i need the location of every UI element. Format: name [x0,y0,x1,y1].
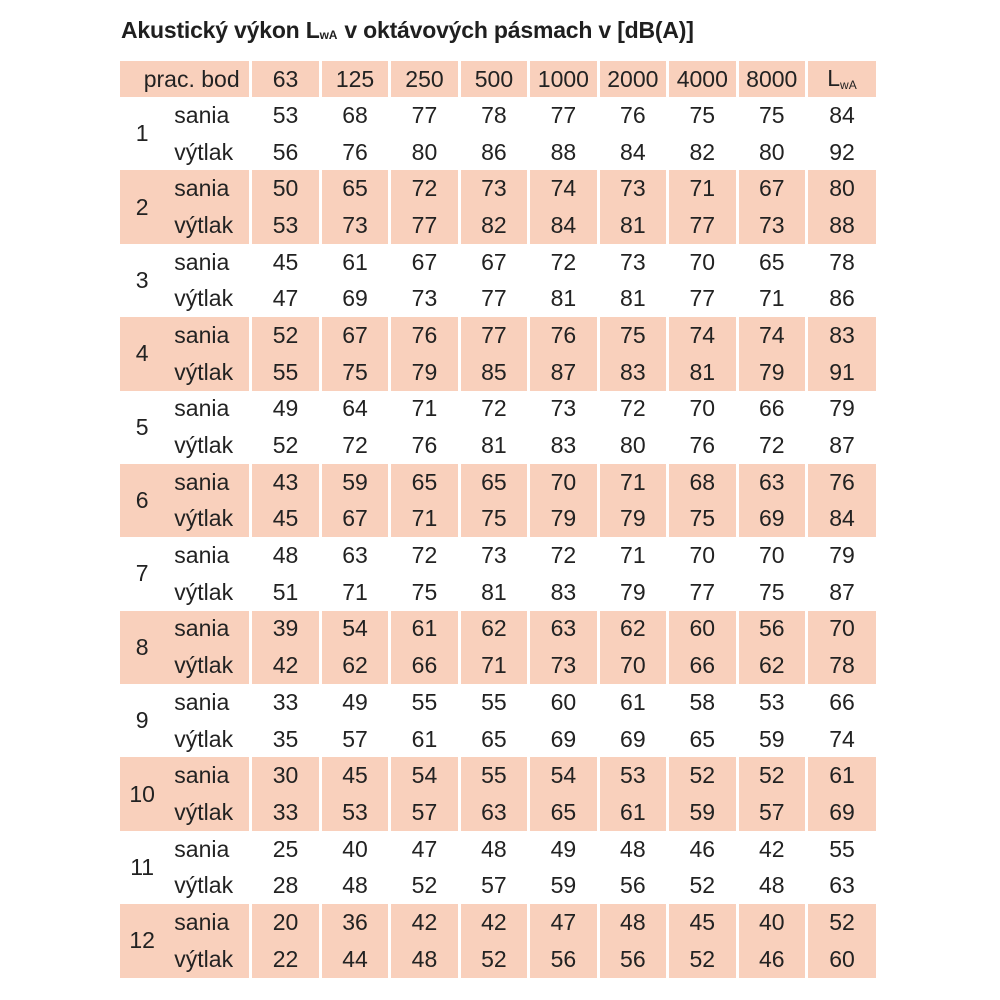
band-value-cell: 81 [459,427,528,464]
mode-label-vytlak: výtlak [174,872,234,899]
band-value-cell: 63 [737,464,806,501]
band-value-cell: 48 [390,941,459,978]
band-value-cell: 47 [529,904,598,941]
band-value-cell: 79 [737,354,806,391]
band-value-cell: 49 [251,391,320,428]
lwa-value-cell: 63 [806,867,876,904]
lwa-value-cell: 86 [806,280,876,317]
table-row [120,464,876,501]
band-value-cell: 83 [598,354,667,391]
band-value-cell: 80 [390,134,459,171]
lwa-value-cell: 84 [806,501,876,538]
band-value-cell: 65 [529,794,598,831]
band-value-cell: 75 [737,574,806,611]
band-value-cell: 70 [668,244,737,281]
acoustic-power-table [120,61,876,978]
band-value-cell: 76 [529,317,598,354]
table-row [120,354,876,391]
band-value-cell: 61 [598,794,667,831]
band-value-cell: 75 [320,354,389,391]
operating-point-number: 11 [130,853,155,880]
lwa-value-cell: 88 [806,207,876,244]
band-value-cell: 73 [390,280,459,317]
band-value-cell: 30 [251,757,320,794]
band-value-cell: 61 [598,684,667,721]
band-value-cell: 57 [390,794,459,831]
band-value-cell: 53 [251,207,320,244]
table-row [120,611,876,648]
mode-label-sania: sania [174,835,230,862]
band-value-cell: 45 [320,757,389,794]
lwa-value-cell: 55 [806,831,876,868]
band-value-cell: 82 [668,134,737,171]
band-value-cell: 75 [668,501,737,538]
band-value-cell: 82 [459,207,528,244]
band-value-cell: 71 [390,501,459,538]
header-cell-band: 63 [251,61,320,97]
band-value-cell: 71 [320,574,389,611]
band-value-cell: 76 [320,134,389,171]
lwa-value-cell: 84 [806,97,876,134]
band-value-cell: 74 [737,317,806,354]
band-value-cell: 75 [598,317,667,354]
band-value-cell: 75 [459,501,528,538]
band-value-cell: 70 [668,537,737,574]
band-value-cell: 78 [459,97,528,134]
band-value-cell: 48 [320,867,389,904]
band-value-cell: 22 [251,941,320,978]
band-value-cell: 45 [668,904,737,941]
band-value-cell: 77 [668,280,737,317]
band-value-cell: 67 [459,244,528,281]
title-suffix: v oktávových pásmach v [dB(A)] [338,17,694,43]
band-value-cell: 75 [737,97,806,134]
band-value-cell: 72 [390,170,459,207]
band-value-cell: 67 [737,170,806,207]
band-value-cell: 66 [390,647,459,684]
band-value-cell: 62 [320,647,389,684]
band-value-cell: 73 [459,170,528,207]
band-value-cell: 76 [390,317,459,354]
band-value-cell: 59 [320,464,389,501]
band-value-cell: 65 [459,721,528,758]
band-value-cell: 65 [459,464,528,501]
band-value-cell: 79 [390,354,459,391]
band-value-cell: 56 [737,611,806,648]
band-value-cell: 53 [737,684,806,721]
band-value-cell: 73 [529,391,598,428]
header-cell-band: 250 [390,61,459,97]
lwa-main: L [827,65,841,91]
lwa-value-cell: 60 [806,941,876,978]
mode-label-sania: sania [164,611,251,648]
band-value-cell: 71 [598,464,667,501]
operating-point-number: 1 [135,120,149,147]
header-cell-band: 125 [320,61,389,97]
title-subscript: wA [319,28,338,42]
band-value-cell: 44 [320,941,389,978]
mode-label-vytlak: výtlak [164,647,251,684]
band-value-cell: 49 [320,684,389,721]
band-value-cell: 63 [529,611,598,648]
mode-label-sania: sania [174,101,230,128]
band-value-cell: 20 [251,904,320,941]
band-value-cell: 56 [598,867,667,904]
operating-point-number: 10 [120,757,164,830]
band-value-cell: 61 [320,244,389,281]
band-value-cell: 79 [598,574,667,611]
band-value-cell: 77 [529,97,598,134]
band-value-cell: 71 [459,647,528,684]
band-value-cell: 70 [529,464,598,501]
mode-label-sania: sania [164,170,251,207]
mode-label-vytlak: výtlak [164,794,251,831]
mode-label-sania: sania [164,464,251,501]
table-row [120,280,876,317]
band-value-cell: 57 [459,867,528,904]
band-value-cell: 57 [737,794,806,831]
table-row [120,391,876,428]
table-row [120,721,876,758]
band-value-cell: 55 [459,757,528,794]
band-value-cell: 71 [668,170,737,207]
mode-label-sania: sania [164,904,251,941]
header-cell-band: 2000 [598,61,667,97]
band-value-cell: 43 [251,464,320,501]
band-value-cell: 59 [668,794,737,831]
lwa-value-cell: 52 [806,904,876,941]
band-value-cell: 55 [459,684,528,721]
band-value-cell: 65 [668,721,737,758]
band-value-cell: 73 [459,537,528,574]
band-value-cell: 48 [598,904,667,941]
band-value-cell: 73 [598,244,667,281]
lwa-value-cell: 61 [806,757,876,794]
band-value-cell: 57 [320,721,389,758]
band-value-cell: 63 [459,794,528,831]
band-value-cell: 69 [598,721,667,758]
header-cell-band: 8000 [737,61,806,97]
band-value-cell: 45 [251,501,320,538]
operating-point-number: 5 [135,413,149,440]
mode-label-sania: sania [174,542,230,569]
table-row [120,757,876,794]
mode-label-vytlak: výtlak [174,432,234,459]
band-value-cell: 42 [737,831,806,868]
band-value-cell: 72 [390,537,459,574]
band-value-cell: 81 [529,280,598,317]
operating-point-number: 2 [120,170,164,243]
table-row [120,867,876,904]
band-value-cell: 52 [737,757,806,794]
mode-label-vytlak: výtlak [174,725,234,752]
band-value-cell: 54 [320,611,389,648]
band-value-cell: 65 [737,244,806,281]
band-value-cell: 52 [459,941,528,978]
lwa-value-cell: 87 [806,427,876,464]
band-value-cell: 73 [529,647,598,684]
band-value-cell: 45 [251,244,320,281]
band-value-cell: 76 [598,97,667,134]
band-value-cell: 52 [251,317,320,354]
band-value-cell: 48 [459,831,528,868]
band-value-cell: 85 [459,354,528,391]
band-value-cell: 76 [390,427,459,464]
mode-label-sania: sania [174,248,230,275]
lwa-value-cell: 87 [806,574,876,611]
band-value-cell: 83 [529,427,598,464]
lwa-value-cell: 76 [806,464,876,501]
operating-point-number: 7 [135,560,149,587]
data-table [120,61,876,978]
band-value-cell: 76 [668,427,737,464]
lwa-value-cell: 70 [806,611,876,648]
table-row [120,647,876,684]
band-value-cell: 62 [737,647,806,684]
lwa-value-cell: 92 [806,134,876,171]
band-value-cell: 55 [390,684,459,721]
band-value-cell: 74 [529,170,598,207]
band-value-cell: 56 [598,941,667,978]
operating-point-number: 3 [135,266,149,293]
band-value-cell: 68 [320,97,389,134]
band-value-cell: 73 [320,207,389,244]
lwa-value-cell: 78 [806,647,876,684]
band-value-cell: 77 [459,280,528,317]
band-value-cell: 52 [668,867,737,904]
table-body [120,97,876,978]
lwa-subscript: wA [840,78,857,92]
band-value-cell: 72 [529,244,598,281]
band-value-cell: 71 [390,391,459,428]
band-value-cell: 68 [668,464,737,501]
band-value-cell: 67 [390,244,459,281]
band-value-cell: 81 [598,280,667,317]
band-value-cell: 36 [320,904,389,941]
band-value-cell: 77 [668,207,737,244]
header-cell-band: 500 [459,61,528,97]
lwa-value-cell: 91 [806,354,876,391]
table-row [120,97,876,134]
lwa-value-cell: 69 [806,794,876,831]
band-value-cell: 79 [529,501,598,538]
band-value-cell: 52 [668,757,737,794]
mode-label-vytlak: výtlak [164,207,251,244]
mode-label-sania: sania [164,757,251,794]
mode-label-sania: sania [174,395,230,422]
band-value-cell: 56 [529,941,598,978]
band-value-cell: 47 [390,831,459,868]
band-value-cell: 39 [251,611,320,648]
band-value-cell: 71 [737,280,806,317]
table-row [120,207,876,244]
band-value-cell: 72 [529,537,598,574]
band-value-cell: 77 [459,317,528,354]
band-value-cell: 86 [459,134,528,171]
lwa-value-cell: 79 [806,391,876,428]
band-value-cell: 67 [320,317,389,354]
band-value-cell: 88 [529,134,598,171]
table-row [120,794,876,831]
band-value-cell: 54 [529,757,598,794]
table-row [120,684,876,721]
band-value-cell: 75 [390,574,459,611]
band-value-cell: 59 [529,867,598,904]
band-value-cell: 49 [529,831,598,868]
lwa-value-cell: 74 [806,721,876,758]
band-value-cell: 54 [390,757,459,794]
band-value-cell: 51 [251,574,320,611]
table-row [120,537,876,574]
header-cell-band: 4000 [668,61,737,97]
band-value-cell: 72 [737,427,806,464]
mode-label-vytlak: výtlak [164,354,251,391]
band-value-cell: 62 [459,611,528,648]
band-value-cell: 55 [251,354,320,391]
band-value-cell: 62 [598,611,667,648]
header-cell-lwa [806,61,876,97]
band-value-cell: 56 [251,134,320,171]
band-value-cell: 40 [737,904,806,941]
band-value-cell: 42 [459,904,528,941]
band-value-cell: 81 [459,574,528,611]
lwa-value-cell: 78 [806,244,876,281]
band-value-cell: 60 [668,611,737,648]
table-row [120,170,876,207]
band-value-cell: 63 [320,537,389,574]
band-value-cell: 84 [529,207,598,244]
band-value-cell: 77 [668,574,737,611]
band-value-cell: 33 [251,794,320,831]
band-value-cell: 73 [737,207,806,244]
operating-point-number: 6 [120,464,164,537]
band-value-cell: 81 [598,207,667,244]
operating-point-number: 9 [135,707,149,734]
mode-label-vytlak: výtlak [164,941,251,978]
lwa-value-cell: 80 [806,170,876,207]
band-value-cell: 46 [737,941,806,978]
band-value-cell: 52 [668,941,737,978]
band-value-cell: 61 [390,721,459,758]
table-row [120,134,876,171]
band-value-cell: 72 [598,391,667,428]
band-value-cell: 80 [598,427,667,464]
band-value-cell: 46 [668,831,737,868]
band-value-cell: 81 [668,354,737,391]
band-value-cell: 69 [320,280,389,317]
header-cell-band: 1000 [529,61,598,97]
band-value-cell: 69 [529,721,598,758]
band-value-cell: 28 [251,867,320,904]
table-row [120,831,876,868]
band-value-cell: 65 [390,464,459,501]
band-value-cell: 53 [598,757,667,794]
lwa-value-cell: 83 [806,317,876,354]
table-row [120,244,876,281]
band-value-cell: 61 [390,611,459,648]
header-row [120,61,876,97]
table-row [120,427,876,464]
operating-point-number: 12 [120,904,164,977]
band-value-cell: 42 [251,647,320,684]
lwa-value-cell: 79 [806,537,876,574]
band-value-cell: 40 [320,831,389,868]
table-row [120,501,876,538]
lwa-value-cell: 66 [806,684,876,721]
band-value-cell: 83 [529,574,598,611]
band-value-cell: 48 [598,831,667,868]
band-value-cell: 70 [668,391,737,428]
band-value-cell: 71 [598,537,667,574]
band-value-cell: 70 [598,647,667,684]
band-value-cell: 25 [251,831,320,868]
band-value-cell: 79 [598,501,667,538]
band-value-cell: 52 [251,427,320,464]
band-value-cell: 75 [668,97,737,134]
band-value-cell: 58 [668,684,737,721]
band-value-cell: 72 [459,391,528,428]
band-value-cell: 60 [529,684,598,721]
band-value-cell: 74 [668,317,737,354]
mode-label-vytlak: výtlak [174,285,234,312]
band-value-cell: 59 [737,721,806,758]
band-value-cell: 50 [251,170,320,207]
band-value-cell: 52 [390,867,459,904]
band-value-cell: 66 [737,391,806,428]
band-value-cell: 87 [529,354,598,391]
title-prefix: Akustický výkon L [121,17,320,43]
table-row [120,574,876,611]
mode-label-vytlak: výtlak [164,501,251,538]
band-value-cell: 33 [251,684,320,721]
header-cell-bod: prac. bod [120,61,251,97]
band-value-cell: 70 [737,537,806,574]
band-value-cell: 53 [251,97,320,134]
band-value-cell: 64 [320,391,389,428]
table-row [120,317,876,354]
band-value-cell: 69 [737,501,806,538]
band-value-cell: 65 [320,170,389,207]
mode-label-vytlak: výtlak [174,578,234,605]
band-value-cell: 48 [737,867,806,904]
band-value-cell: 35 [251,721,320,758]
table-title [121,17,694,44]
table-row [120,904,876,941]
band-value-cell: 77 [390,97,459,134]
mode-label-vytlak: výtlak [174,138,234,165]
band-value-cell: 53 [320,794,389,831]
band-value-cell: 47 [251,280,320,317]
band-value-cell: 84 [598,134,667,171]
band-value-cell: 67 [320,501,389,538]
operating-point-number: 4 [120,317,164,390]
band-value-cell: 42 [390,904,459,941]
band-value-cell: 73 [598,170,667,207]
band-value-cell: 48 [251,537,320,574]
band-value-cell: 80 [737,134,806,171]
band-value-cell: 77 [390,207,459,244]
mode-label-sania: sania [174,688,230,715]
table-row [120,941,876,978]
band-value-cell: 72 [320,427,389,464]
mode-label-sania: sania [164,317,251,354]
band-value-cell: 66 [668,647,737,684]
operating-point-number: 8 [120,611,164,684]
